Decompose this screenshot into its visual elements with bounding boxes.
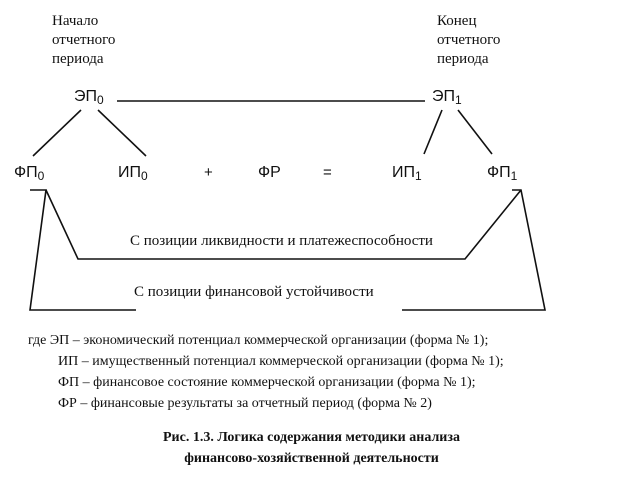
period-start-line-1: Начало <box>52 13 99 29</box>
legend-line-fp: ФП – финансовое состояние коммерческой организации (форма № 1); <box>58 375 476 390</box>
equals-operator: = <box>323 164 332 181</box>
legend-line-fr: ФР – финансовые результаты за отчетный период (форма № 2) <box>58 396 432 411</box>
node-fp0-sub: 0 <box>37 169 45 183</box>
node-fp0 <box>14 164 44 183</box>
period-end-label <box>437 12 500 69</box>
figure-caption-line-1: Рис. 1.3. Логика содержания методики анализа <box>162 430 460 445</box>
node-ep0-sub: 0 <box>97 93 104 107</box>
node-ep0 <box>74 88 104 107</box>
figure-caption-line-2: финансово-хозяйственной деятельности <box>184 451 439 466</box>
node-ip0-base: ИП <box>118 164 141 181</box>
node-fp0-base: ФП <box>14 164 38 181</box>
period-end-line-3: периода <box>437 51 489 67</box>
node-ep1 <box>432 88 462 107</box>
ep0-to-fp0-line <box>33 110 81 156</box>
node-ip0-sub: 0 <box>141 169 148 183</box>
node-ip0 <box>118 164 148 183</box>
node-fr <box>258 164 281 182</box>
node-ep1-base: ЭП <box>432 88 455 105</box>
stability-band-label: С позиции финансовой устойчивости <box>131 284 377 301</box>
node-fr-base: ФР <box>258 164 281 181</box>
ep0-to-ip0-line <box>98 110 146 156</box>
node-fp1-base: ФП <box>487 164 511 181</box>
stability-bracket-line-right <box>402 190 545 310</box>
node-ep1-sub: 1 <box>455 93 462 107</box>
period-start-label <box>52 12 115 69</box>
plus-operator: + <box>204 164 213 181</box>
legend-line-ep: где ЭП – экономический потенциал коммерческой организации (форма № 1); <box>28 333 489 348</box>
node-ip1 <box>392 164 422 183</box>
liquidity-band-label: С позиции ликвидности и платежеспособности <box>127 233 436 250</box>
node-fp1-sub: 1 <box>510 169 518 183</box>
period-end-line-1: Конец <box>437 13 477 29</box>
node-fp1 <box>487 164 517 183</box>
ep1-to-ip1-line <box>424 110 442 154</box>
period-end-line-2: отчетного <box>437 32 501 48</box>
period-start-line-3: периода <box>52 51 104 67</box>
node-ip1-base: ИП <box>392 164 415 181</box>
ep1-to-fp1-line <box>458 110 492 154</box>
stability-bracket-line <box>30 190 136 310</box>
node-ep0-base: ЭП <box>74 88 97 105</box>
period-start-line-2: отчетного <box>52 32 116 48</box>
legend-line-ip: ИП – имущественный потенциал коммерческой организации (форма № 1); <box>58 354 504 369</box>
node-ip1-sub: 1 <box>415 169 422 183</box>
